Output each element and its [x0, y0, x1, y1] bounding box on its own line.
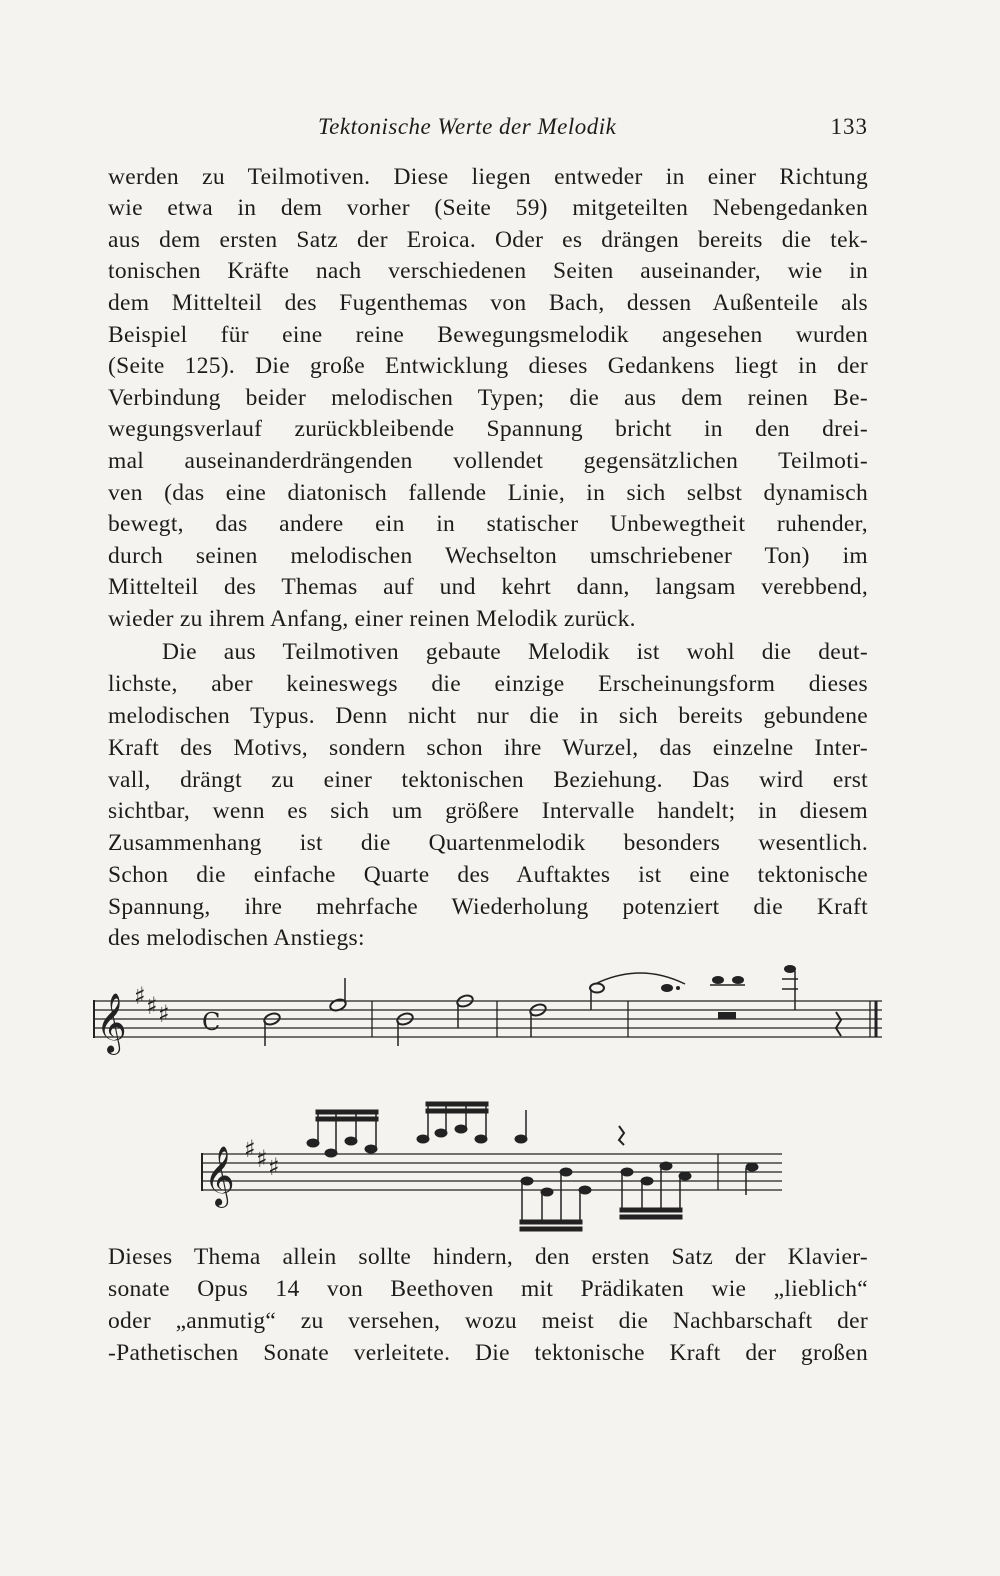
quarter-rest [836, 1012, 841, 1036]
text-line: -Pathetischen Sonate verleitete. Die tektonische Kraft der großen [108, 1340, 868, 1366]
text-line: sonate Opus 14 von Beethoven mit Prädikaten wie „lieblich“ [108, 1276, 868, 1302]
text-line: Zusammenhang ist die Quartenmelodik besonders wesentlich. [108, 830, 868, 856]
sharp-icon: ♯ [256, 1145, 268, 1173]
beamed-group-lower-1 [520, 1168, 591, 1231]
text-line: ven (das eine diatonisch fallende Linie, in sich selbst dynamisch [108, 480, 868, 506]
text-line: durch seinen melodischen Wechselton umschriebener Ton) im [108, 543, 868, 569]
text-line: Die aus Teilmotiven gebaute Melodik ist wohl die deut- [162, 639, 868, 665]
text-line: dem Mittelteil des Fugenthemas von Bach, dessen Außenteile als [108, 290, 868, 316]
page-number: 133 [830, 114, 868, 139]
text-line: sichtbar, wenn es sich um größere Intervalle handelt; in diesem [108, 798, 868, 824]
text-line: (Seite 125). Die große Entwicklung dieses Gedankens liegt in der [108, 353, 868, 379]
text-line: melodischen Typus. Denn nicht nur die in sich bereits gebundene [108, 703, 868, 729]
text-line: bewegt, das andere ein in statischer Unbewegtheit ruhender, [108, 511, 868, 537]
quarter-note [661, 984, 673, 992]
beamed-group-2 [417, 1102, 488, 1143]
text-line: Schon die einfache Quarte des Auftaktes ist eine tektonische [108, 862, 868, 888]
staff-2-notes [204, 1102, 758, 1231]
text-line: tonischen Kräfte nach verschiedenen Seiten auseinander, wie in [108, 258, 868, 284]
text-line: Kraft des Motivs, sondern schon ihre Wurzel, das einzelne Inter- [108, 735, 868, 761]
text-line: Mittelteil des Themas auf und kehrt dann, langsam verebbend, [108, 574, 868, 600]
sharp-icon: ♯ [244, 1135, 256, 1163]
header-title: Tektonische Werte der Melodik [318, 114, 617, 139]
treble-clef-icon: 𝄞 [204, 1146, 235, 1206]
half-rest [718, 1012, 736, 1019]
beamed-group-1 [307, 1110, 378, 1157]
quarter-note [784, 965, 796, 973]
half-note [590, 984, 604, 993]
quarter-note [732, 976, 744, 984]
text-line: lichste, aber keineswegs die einzige Erscheinungsform dieses [108, 671, 868, 697]
text-line: Verbindung beider melodischen Typen; die aus dem reinen Be- [108, 385, 868, 411]
quarter-note [712, 976, 724, 984]
text-line: mal auseinanderdrängenden vollendet gegensätzlichen Teilmoti- [108, 448, 868, 474]
sharp-icon: ♯ [268, 1153, 280, 1181]
text-line: Dieses Thema allein sollte hindern, den ersten Satz der Klavier- [108, 1244, 868, 1270]
text-line: des melodischen Anstiegs: [108, 925, 365, 951]
text-line: werden zu Teilmotiven. Diese liegen entweder in einer Richtung [108, 164, 868, 190]
sharp-icon: ♯ [158, 1000, 170, 1028]
staff-2 [202, 1153, 782, 1191]
dot [676, 986, 680, 990]
treble-clef-icon: 𝄞 [96, 993, 127, 1053]
text-line: oder „anmutig“ zu versehen, wozu meist die Nachbarschaft der [108, 1308, 868, 1334]
text-line: Beispiel für eine reine Bewegungsmelodik angesehen wurden [108, 322, 868, 348]
tie-arc [595, 973, 685, 984]
quarter-rest [619, 1126, 624, 1145]
single-note-upper [515, 1110, 527, 1143]
sharp-icon: ♯ [146, 992, 158, 1020]
time-signature: C [202, 1008, 221, 1036]
text-line: wie etwa in dem vorher (Seite 59) mitgeteilten Nebengedanken [108, 195, 868, 221]
text-line: Spannung, ihre mehrfache Wiederholung potenziert die Kraft [108, 894, 868, 920]
sharp-icon: ♯ [134, 982, 146, 1010]
text-line: wieder zu ihrem Anfang, einer reinen Melodik zurück. [108, 606, 636, 632]
text-line: aus dem ersten Satz der Eroica. Oder es drängen bereits die tek- [108, 227, 868, 253]
text-line: wegungsverlauf zurückbleibende Spannung bricht in den drei- [108, 416, 868, 442]
text-line: vall, drängt zu einer tektonischen Beziehung. Das wird erst [108, 767, 868, 793]
